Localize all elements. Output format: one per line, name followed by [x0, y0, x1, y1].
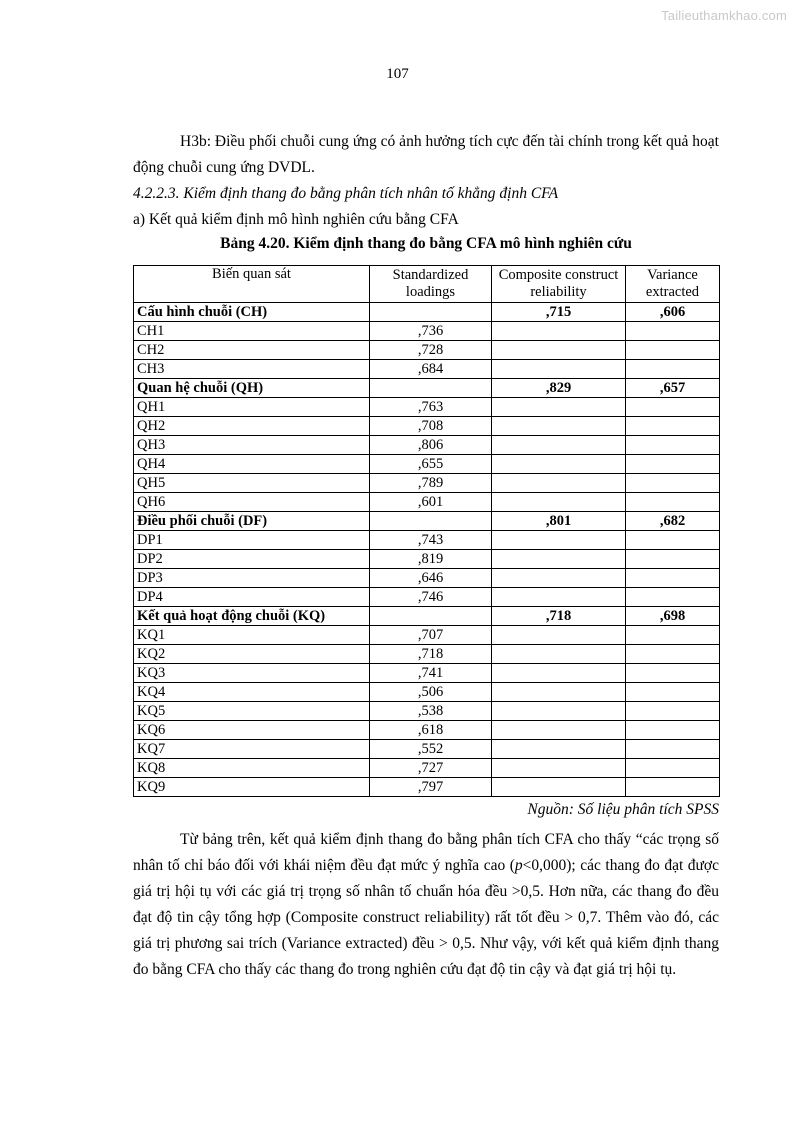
- cell-variable: KQ9: [134, 778, 370, 797]
- conclusion-section: [133, 827, 719, 983]
- cell-composite-reliability: [492, 341, 626, 360]
- cell-composite-reliability: [492, 569, 626, 588]
- conclusion-text-before: Từ bảng trên, kết quả kiểm định thang đo bằng phân tích CFA cho thấy “các trọng số nhân tố chỉ báo đối với khái niệm đều đạt mức ý nghĩa cao (: [133, 831, 719, 874]
- cell-variance-extracted: ,606: [626, 303, 720, 322]
- cell-loading: ,789: [370, 474, 492, 493]
- cell-variable: CH3: [134, 360, 370, 379]
- cell-loading: ,819: [370, 550, 492, 569]
- cell-variable: KQ7: [134, 740, 370, 759]
- cell-composite-reliability: [492, 436, 626, 455]
- table-header-row: [134, 266, 720, 303]
- cell-loading: ,718: [370, 645, 492, 664]
- cell-variable: QH1: [134, 398, 370, 417]
- cell-loading: ,707: [370, 626, 492, 645]
- cell-composite-reliability: [492, 360, 626, 379]
- table-row: [134, 683, 720, 702]
- table-row: [134, 455, 720, 474]
- cell-variable: KQ3: [134, 664, 370, 683]
- cell-variable: DP1: [134, 531, 370, 550]
- table-row: [134, 398, 720, 417]
- table-row: [134, 759, 720, 778]
- cell-variance-extracted: [626, 645, 720, 664]
- cell-loading: ,506: [370, 683, 492, 702]
- table-row: [134, 626, 720, 645]
- cell-loading: ,708: [370, 417, 492, 436]
- table-row: [134, 493, 720, 512]
- cell-loading: ,746: [370, 588, 492, 607]
- cell-variable: QH4: [134, 455, 370, 474]
- header-variance-extracted: Variance extracted: [626, 266, 720, 303]
- cell-variance-extracted: ,698: [626, 607, 720, 626]
- cell-variance-extracted: [626, 455, 720, 474]
- table-row: [134, 531, 720, 550]
- cell-variance-extracted: [626, 759, 720, 778]
- cell-variance-extracted: [626, 664, 720, 683]
- cell-composite-reliability: [492, 645, 626, 664]
- cell-composite-reliability: [492, 778, 626, 797]
- page-number: 107: [386, 66, 409, 82]
- cell-loading: ,538: [370, 702, 492, 721]
- cell-composite-reliability: [492, 683, 626, 702]
- cell-composite-reliability: [492, 455, 626, 474]
- cell-composite-reliability: [492, 588, 626, 607]
- cell-variance-extracted: [626, 778, 720, 797]
- cell-loading: ,684: [370, 360, 492, 379]
- cell-variance-extracted: [626, 417, 720, 436]
- watermark: Tailieuthamkhao.com: [661, 8, 787, 23]
- cell-loading: ,728: [370, 341, 492, 360]
- cell-composite-reliability: [492, 740, 626, 759]
- p-value-symbol: p: [514, 857, 523, 874]
- table-group-row: [134, 303, 720, 322]
- table-row: [134, 645, 720, 664]
- cell-composite-reliability: [492, 398, 626, 417]
- cell-variance-extracted: [626, 740, 720, 759]
- cell-variance-extracted: [626, 702, 720, 721]
- cell-variable: Cấu hình chuỗi (CH): [134, 303, 370, 322]
- cell-loading: ,601: [370, 493, 492, 512]
- cell-variance-extracted: [626, 626, 720, 645]
- cell-composite-reliability: ,801: [492, 512, 626, 531]
- cell-loading: ,806: [370, 436, 492, 455]
- cell-loading: ,736: [370, 322, 492, 341]
- subheading: a) Kết quả kiểm định mô hình nghiên cứu bằng CFA: [133, 211, 459, 228]
- cell-composite-reliability: ,829: [492, 379, 626, 398]
- cell-variable: QH5: [134, 474, 370, 493]
- cell-composite-reliability: [492, 664, 626, 683]
- cell-variance-extracted: [626, 474, 720, 493]
- table-row: [134, 436, 720, 455]
- conclusion-text-after: <0,000); các thang đo đạt được giá trị hội tụ với các giá trị trọng số nhân tố chuẩn hóa đều >0,5. Hơn nữa, các thang đo đều đạt độ tin cậy tổng hợp (Composite construct reliability) rất tốt đều > 0,7. Thêm vào đó, các giá trị phương sai trích (Variance extracted) đều > 0,5. Như vậy, với kết quả kiểm định thang đo bằng CFA cho thấy các thang đo trong nghiên cứu đạt độ tin cậy và đạt giá trị hội tụ.: [133, 857, 720, 978]
- table-row: [134, 721, 720, 740]
- cell-variable: DP2: [134, 550, 370, 569]
- cell-loading: [370, 379, 492, 398]
- hypothesis-paragraph: H3b: Điều phối chuỗi cung ứng có ảnh hưởng tích cực đến tài chính trong kết quả hoạt động chuỗi cung ứng DVDL.: [133, 133, 719, 176]
- cell-composite-reliability: [492, 531, 626, 550]
- table-row: [134, 550, 720, 569]
- cell-variance-extracted: [626, 398, 720, 417]
- table-row: [134, 588, 720, 607]
- cell-variance-extracted: ,682: [626, 512, 720, 531]
- table-row: [134, 778, 720, 797]
- cell-variance-extracted: [626, 322, 720, 341]
- cell-variable: DP4: [134, 588, 370, 607]
- table-group-row: [134, 379, 720, 398]
- cell-loading: ,743: [370, 531, 492, 550]
- cell-variable: KQ8: [134, 759, 370, 778]
- cell-composite-reliability: [492, 474, 626, 493]
- cell-variance-extracted: [626, 531, 720, 550]
- table-body: [134, 303, 720, 797]
- cell-variable: CH2: [134, 341, 370, 360]
- cell-loading: ,655: [370, 455, 492, 474]
- table-caption: Bảng 4.20. Kiểm định thang đo bằng CFA mô hình nghiên cứu: [220, 235, 632, 252]
- cell-variance-extracted: [626, 569, 720, 588]
- table-row: [134, 322, 720, 341]
- cell-variable: Điều phối chuỗi (DF): [134, 512, 370, 531]
- cell-loading: ,797: [370, 778, 492, 797]
- conclusion-paragraph: [133, 827, 719, 983]
- cell-composite-reliability: [492, 626, 626, 645]
- cell-variance-extracted: [626, 721, 720, 740]
- source-note: Nguồn: Số liệu phân tích SPSS: [527, 801, 719, 818]
- table-row: [134, 702, 720, 721]
- cell-composite-reliability: [492, 322, 626, 341]
- cell-composite-reliability: [492, 550, 626, 569]
- table-row: [134, 474, 720, 493]
- cell-variance-extracted: [626, 588, 720, 607]
- cell-variable: QH6: [134, 493, 370, 512]
- table-group-row: [134, 512, 720, 531]
- intro-section: [133, 129, 719, 233]
- cell-composite-reliability: [492, 721, 626, 740]
- cell-variable: KQ6: [134, 721, 370, 740]
- cell-variance-extracted: [626, 360, 720, 379]
- table-row: [134, 569, 720, 588]
- table-row: [134, 664, 720, 683]
- table-group-row: [134, 607, 720, 626]
- table-row: [134, 740, 720, 759]
- cell-variance-extracted: [626, 550, 720, 569]
- cell-variable: KQ5: [134, 702, 370, 721]
- cell-variable: DP3: [134, 569, 370, 588]
- cell-variable: KQ1: [134, 626, 370, 645]
- cell-variance-extracted: [626, 341, 720, 360]
- table-row: [134, 360, 720, 379]
- table-row: [134, 417, 720, 436]
- cell-composite-reliability: [492, 417, 626, 436]
- cell-loading: ,618: [370, 721, 492, 740]
- cell-composite-reliability: [492, 702, 626, 721]
- header-observed-variable: Biến quan sát: [134, 266, 370, 303]
- cell-variable: KQ4: [134, 683, 370, 702]
- cell-variable: Kết quả hoạt động chuỗi (KQ): [134, 607, 370, 626]
- cell-loading: [370, 303, 492, 322]
- cell-variance-extracted: ,657: [626, 379, 720, 398]
- cell-loading: ,741: [370, 664, 492, 683]
- cell-composite-reliability: [492, 493, 626, 512]
- cell-variable: QH3: [134, 436, 370, 455]
- cell-loading: ,646: [370, 569, 492, 588]
- section-heading: 4.2.2.3. Kiểm định thang đo bằng phân tích nhân tố khẳng định CFA: [133, 185, 559, 202]
- table-row: [134, 341, 720, 360]
- cell-variable: QH2: [134, 417, 370, 436]
- cell-variance-extracted: [626, 436, 720, 455]
- cell-loading: ,727: [370, 759, 492, 778]
- cfa-table: [133, 265, 720, 797]
- cell-loading: [370, 607, 492, 626]
- header-composite-reliability: Composite construct reliability: [492, 266, 626, 303]
- header-standardized-loadings: Standardized loadings: [370, 266, 492, 303]
- cell-variable: KQ2: [134, 645, 370, 664]
- cell-variable: CH1: [134, 322, 370, 341]
- cell-variance-extracted: [626, 493, 720, 512]
- cell-composite-reliability: [492, 759, 626, 778]
- cell-composite-reliability: ,715: [492, 303, 626, 322]
- cell-composite-reliability: ,718: [492, 607, 626, 626]
- cell-loading: [370, 512, 492, 531]
- cell-variable: Quan hệ chuỗi (QH): [134, 379, 370, 398]
- cell-variance-extracted: [626, 683, 720, 702]
- cell-loading: ,552: [370, 740, 492, 759]
- cell-loading: ,763: [370, 398, 492, 417]
